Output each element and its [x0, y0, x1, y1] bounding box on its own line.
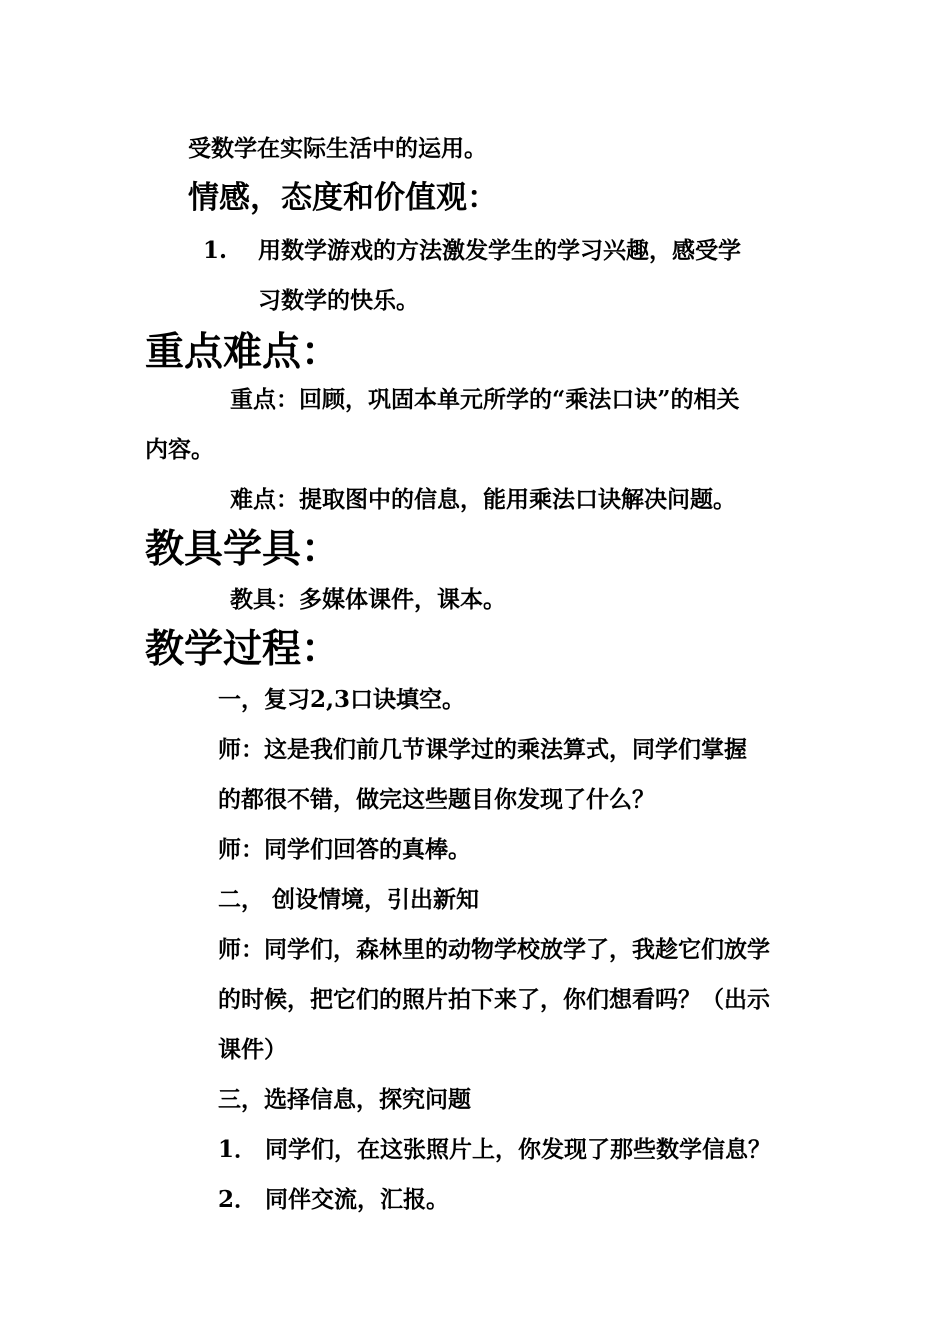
list-item-number: 1.: [203, 237, 228, 264]
paragraph-line: 二， 创设情境，引出新知: [218, 886, 480, 913]
paragraph-line: 三，选择信息，探究问题: [218, 1086, 471, 1113]
list-item-text: 2． 同伴交流，汇报。: [218, 1186, 450, 1213]
section-heading-key-points: 重点难点：: [145, 329, 341, 375]
paragraph-line: 的时候，把它们的照片拍下来了，你们想看吗？（出示: [218, 986, 770, 1013]
paragraph-line: 内容。: [145, 436, 214, 463]
section-heading-teaching-process: 教学过程：: [145, 626, 341, 672]
paragraph-line: 师：同学们，森林里的动物学校放学了，我趁它们放学: [218, 936, 770, 963]
paragraph-line: 师：同学们回答的真棒。: [218, 836, 471, 863]
section-heading-emotion: 情感，态度和价值观：: [188, 180, 498, 216]
paragraph-line: 课件）: [218, 1036, 287, 1063]
section-heading-teaching-tools: 教具学具：: [145, 526, 341, 572]
paragraph-line: 难点：提取图中的信息，能用乘法口诀解决问题。: [230, 486, 736, 513]
list-item-text: 习数学的快乐。: [258, 287, 419, 314]
paragraph-line: 一，复习2,3口诀填空。: [218, 686, 466, 713]
paragraph-line: 教具：多媒体课件，课本。: [230, 586, 506, 613]
paragraph-line: 受数学在实际生活中的运用。: [188, 135, 487, 162]
paragraph-line: 重点：回顾，巩固本单元所学的“乘法口诀”的相关: [230, 386, 740, 413]
paragraph-line: 的都很不错，做完这些题目你发现了什么？: [218, 786, 655, 813]
list-item-text: 1． 同学们，在这张照片上，你发现了那些数学信息？: [218, 1136, 772, 1163]
paragraph-line: 师：这是我们前几节课学过的乘法算式，同学们掌握: [218, 736, 747, 763]
list-item-text: 用数学游戏的方法激发学生的学习兴趣，感受学: [258, 237, 741, 264]
